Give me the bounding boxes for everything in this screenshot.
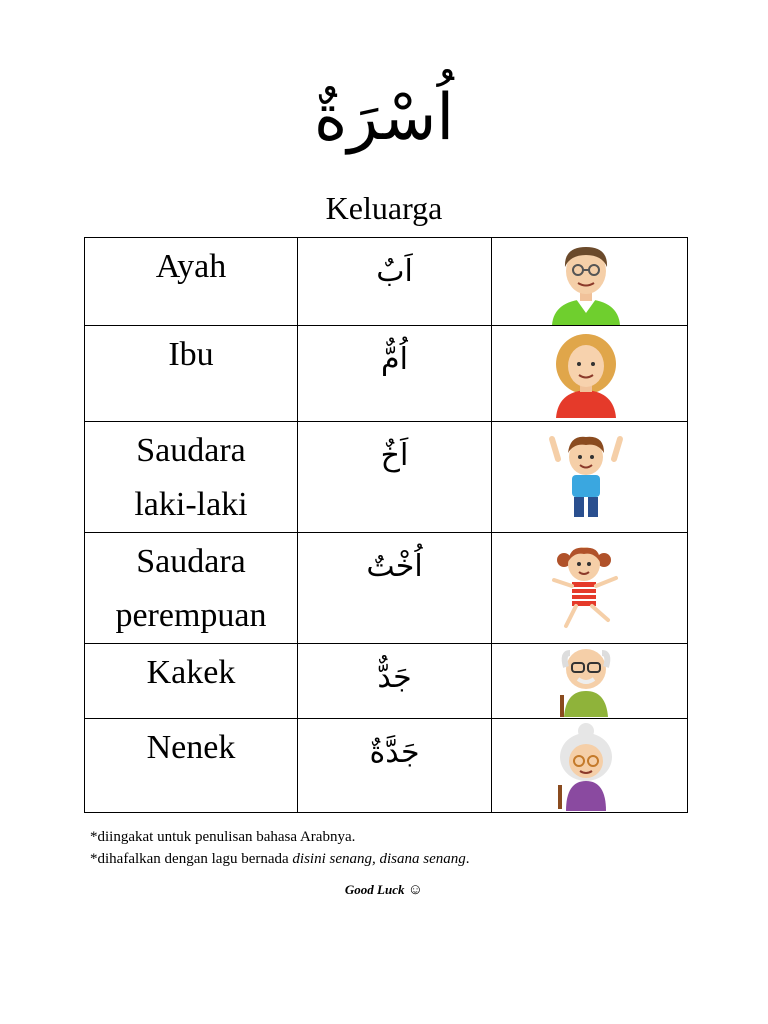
indonesian-word: Ibu [168,336,214,373]
arabic-word-cell [298,533,492,644]
table-row [85,533,688,644]
image-cell [492,719,688,813]
arabic-word: جَدَّةٌ [369,735,420,770]
indonesian-word-cell [85,238,298,326]
notes [90,826,710,870]
arabic-word: اُخْتٌ [366,549,423,584]
indonesian-word: Nenek [146,729,236,766]
image-cell [492,326,688,422]
brother-illustration [544,422,628,532]
family-vocabulary-table [84,237,688,813]
arabic-word-cell [298,719,492,813]
mother-illustration [544,326,628,421]
image-cell [492,644,688,719]
indonesian-word: Saudara laki-laki [134,432,248,523]
arabic-word-cell [298,422,492,533]
sister-illustration [544,533,628,643]
smiley-icon: ☺ [407,882,424,898]
good-luck-text: Good Luck [344,882,405,897]
table-row [85,644,688,719]
table-row [85,719,688,813]
title-arabic: اُسْرَةٌ [313,81,455,155]
arabic-word: اُمٌّ [381,342,408,377]
indonesian-word-cell [85,644,298,719]
table-row [85,238,688,326]
arabic-word: اَبٌ [376,254,413,289]
indonesian-word: Saudara perempuan [115,543,267,634]
table-row [85,326,688,422]
title-indonesian: Keluarga [325,190,443,226]
grandmother-illustration [544,719,628,812]
good-luck-footer [0,882,768,899]
song-name: disini senang, disana senang [292,851,466,867]
indonesian-word-cell [85,422,298,533]
note-line-2-suffix: . [465,851,470,867]
indonesian-word-cell [85,719,298,813]
image-cell [492,533,688,644]
arabic-word-cell [298,326,492,422]
father-illustration [544,238,628,325]
image-cell [492,238,688,326]
note-line-1: *diingakat untuk penulisan bahasa Arabnya. [90,829,356,845]
note-line-2-prefix: *dihafalkan dengan lagu bernada [90,851,293,867]
note-line-2 [90,848,710,870]
grandfather-illustration [544,644,628,718]
indonesian-word: Kakek [146,654,236,691]
arabic-word-cell [298,238,492,326]
indonesian-word-cell [85,533,298,644]
arabic-word: جَدٌّ [377,660,412,695]
indonesian-word: Ayah [155,248,227,285]
image-cell [492,422,688,533]
arabic-word-cell [298,644,492,719]
arabic-word: اَخٌ [380,438,409,473]
table-row [85,422,688,533]
indonesian-word-cell [85,326,298,422]
